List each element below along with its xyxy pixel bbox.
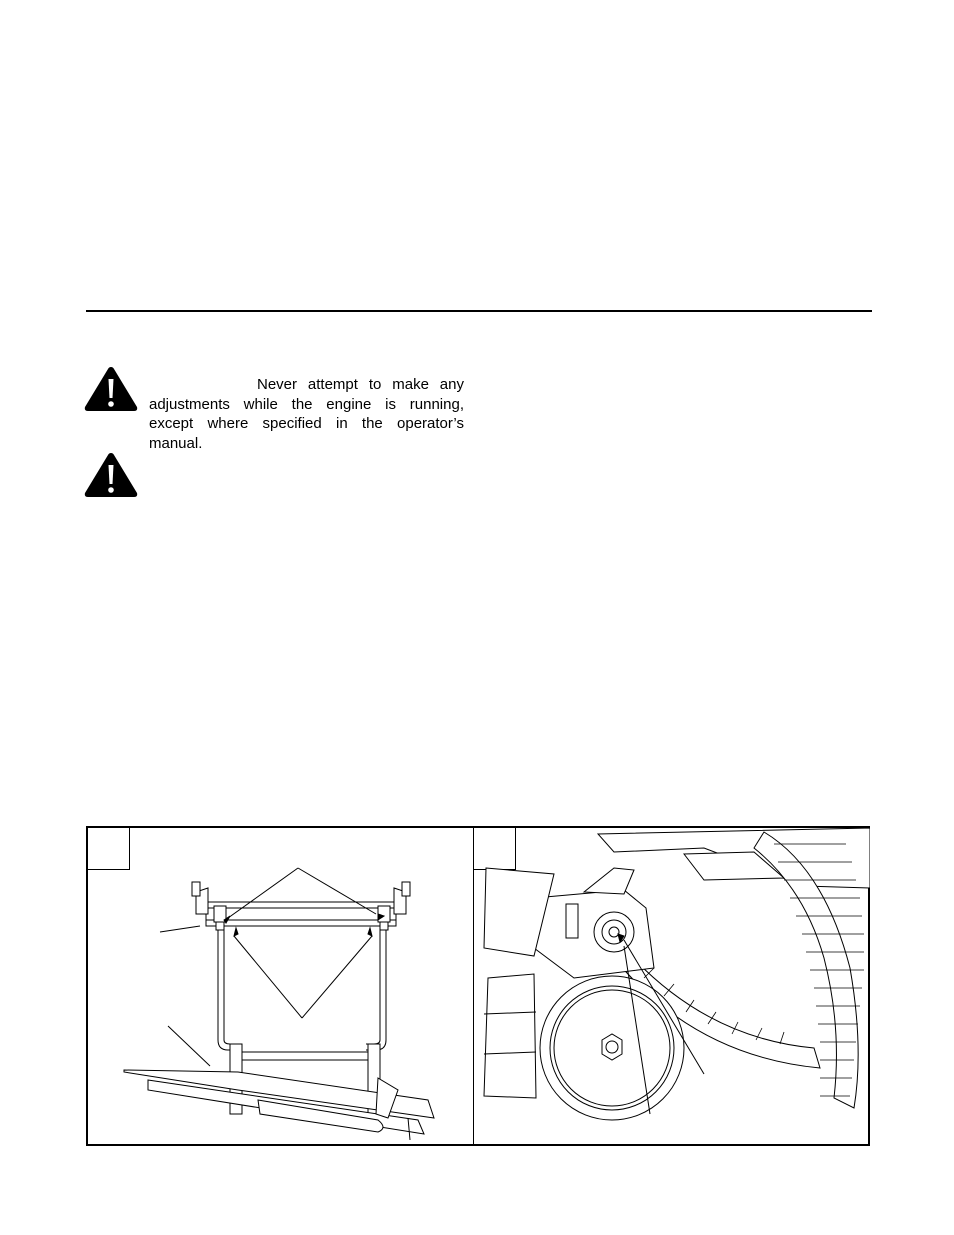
bracket-illustration: [88, 828, 473, 1144]
warning-triangle-icon: [84, 366, 138, 412]
figure-box: [86, 826, 870, 1146]
warning-text: Never attempt to make any adjustments while the engine is running, except where specified in the operator’s manual.: [149, 376, 464, 452]
wheel-pivot-illustration: [474, 828, 870, 1144]
warning-triangle-icon: [84, 452, 138, 498]
section-rule: [86, 310, 872, 312]
